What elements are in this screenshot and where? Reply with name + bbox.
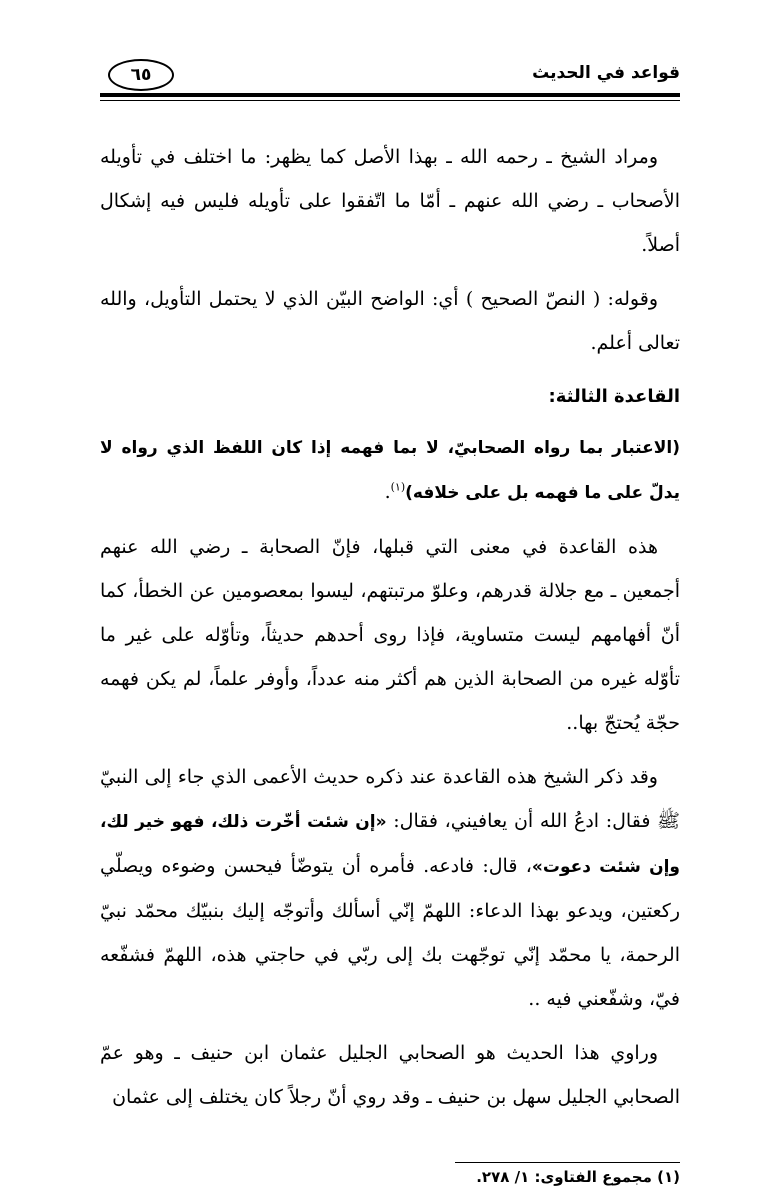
paragraph-5-intro: وقد ذكر الشيخ هذه القاعدة عند ذكره حديث الأعمى الذي جاء إلى النبيّ ﷺ فقال: ادعُ الله أن يعافيني، فقال:	[100, 766, 680, 832]
paragraph-4: هذه القاعدة في معنى التي قبلها، فإنّ الصحابة ـ رضي الله عنهم أجمعين ـ مع جلالة قدرهم، وعلوّ مرتبتهم، ليسوا بمعصومين عن الخطأ، كما أنّ أفهامهم ليست متساوية، فإذا روى أحدهم حديثاً، وتأوّله على غير ما تأوّله غيره من الصحابة الذين هم أكثر منه عدداً، وأوفر علماً، لم يكن فهمه حجّة يُحتجّ بها..	[100, 536, 680, 734]
footnote-rule	[455, 1162, 680, 1163]
main-text	[100, 135, 680, 1129]
paragraph-6: وراوي هذا الحديث هو الصحابي الجليل عثمان ابن حنيف ـ وهو عمّ الصحابي الجليل سهل بن حنيف ـ وقد روي أنّ رجلاً كان يختلف إلى عثمان	[100, 1042, 680, 1108]
rule-quote	[100, 425, 680, 515]
page-number: ٦٥	[108, 59, 174, 91]
paragraph-1: ومراد الشيخ ـ رحمه الله ـ بهذا الأصل كما يظهر: ما اختلف في تأويله الأصحاب ـ رضي الله عنهم ـ أمّا ما اتّفقوا على تأويله فليس فيه إشكال أصلاً.	[100, 146, 680, 256]
section-heading: القاعدة الثالثة:	[548, 386, 680, 407]
paragraph-5	[100, 755, 680, 1021]
rule-quote-end: .	[384, 481, 391, 503]
paragraph-2: وقوله: ( النصّ الصحيح ) أي: الواضح البيّن الذي لا يحتمل التأويل، والله تعالى أعلم.	[100, 288, 680, 354]
footnote: (١) مجموع الفتاوى: ١/ ٢٧٨.	[476, 1168, 680, 1186]
rule-quote-text: (الاعتبار بما رواه الصحابيّ، لا بما فهمه إذا كان اللفظ الذي رواه لا يدلّ على ما فهمه بل على خلافه)	[100, 438, 680, 503]
header-rule-thick	[100, 93, 680, 97]
hadith-quote: «إن شئت أخّرت ذلك، فهو خير لك، وإن شئت دعوت»	[100, 812, 680, 877]
footnote-marker: (١)	[390, 480, 406, 494]
header-rule-thin	[100, 100, 680, 101]
page-header	[100, 55, 680, 95]
paragraph-5-rest: ، قال: فادعه. فأمره أن يتوضّأ فيحسن وضوءه ويصلّي ركعتين، ويدعو بهذا الدعاء: اللهمّ إنّي أسألك وأتوجّه إليك بنبيّك محمّد نبيّ الرحمة، يا محمّد إنّي توجّهت بك إلى ربّي في حاجتي هذه، اللهمّ فشفّعه فيّ، وشفّعني فيه ..	[100, 855, 680, 1010]
running-title: قواعد في الحديث	[532, 63, 680, 83]
